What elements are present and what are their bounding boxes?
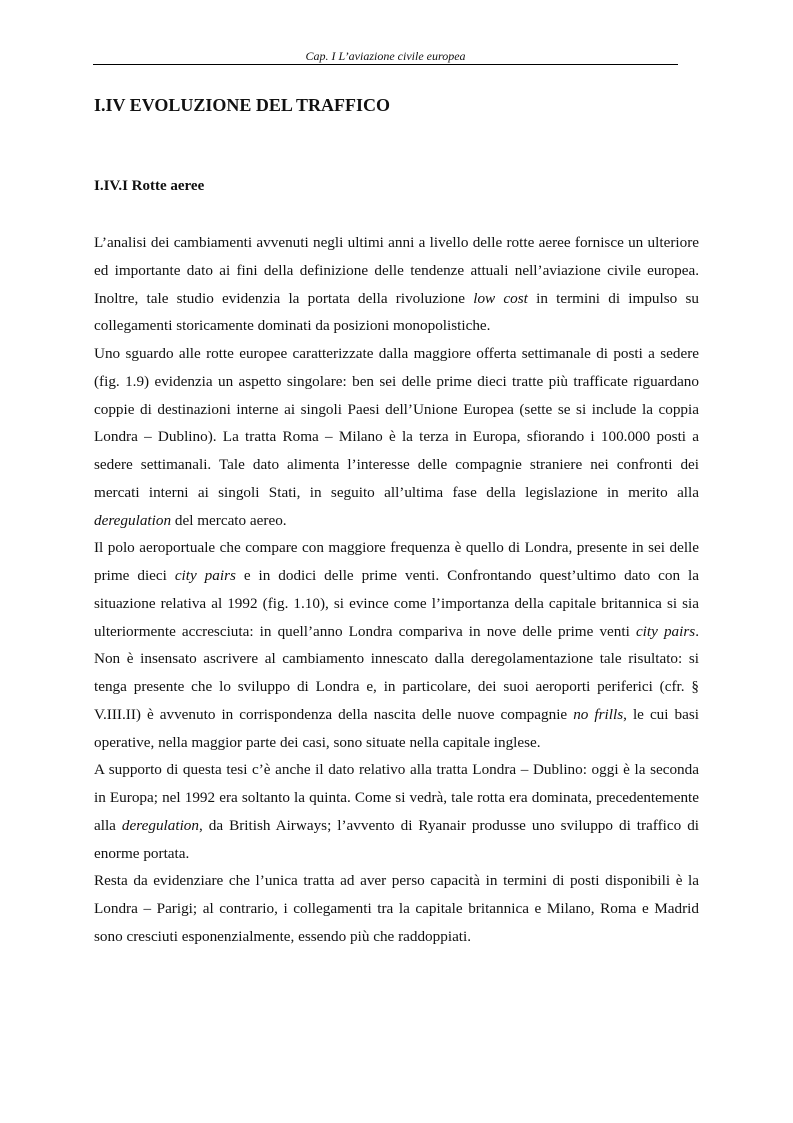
italic-term: low cost xyxy=(473,289,528,307)
paragraph-text: A supporto di questa tesi c’è anche il dato relativo alla tratta Londra – Dublino: oggi è la seconda in Europa; nel 1992 era soltanto la quinta. Come si vedrà, tale rotta era dominata, precedentemente alla xyxy=(94,761,699,834)
paragraph-1 xyxy=(94,229,699,340)
paragraph-text: in termini di impulso su collegamenti storicamente dominati da posizioni monopolistiche. xyxy=(94,289,699,335)
paragraph-text: Resta da evidenziare che l’unica tratta ad aver perso capacità in termini di posti disponibili è la Londra – Parigi; al contrario, i collegamenti tra la capitale britannica e Milano, Roma e Madrid sono cresciuti esponenzialmente, essendo più che raddoppiati. xyxy=(94,872,699,945)
paragraph-text: del mercato aereo. xyxy=(171,511,287,529)
header-rule xyxy=(93,64,678,65)
paragraph-5 xyxy=(94,867,699,950)
paragraph-2 xyxy=(94,340,699,534)
chapter-heading: I.IV EVOLUZIONE DEL TRAFFICO xyxy=(94,95,391,115)
paragraph-text: Uno sguardo alle rotte europee caratterizzate dalla maggiore offerta settimanale di posti a sedere (fig. 1.9) evidenzia un aspetto singolare: ben sei delle prime dieci tratte più trafficate riguardano coppie di destinazioni interne ai singoli Paesi dell’Unione Europea (sette se si include la coppia Londra – Dublino). La tratta Roma – Milano è la terza in Europa, sfiorando i 100.000 posti a sedere settimanali. Tale dato alimenta l’interesse delle compagnie straniere nei confronti dei mercati interni ai singoli Stati, in seguito all’ultima fase della legislazione in merito alla xyxy=(94,345,699,501)
section-heading: I.IV.I Rotte aeree xyxy=(94,178,205,194)
italic-term: city pairs xyxy=(635,622,696,640)
italic-term: city pairs xyxy=(174,567,236,584)
italic-term: deregulation xyxy=(94,511,172,529)
body-text xyxy=(94,229,699,951)
italic-term: deregulation xyxy=(121,816,199,834)
paragraph-text: e in dodici delle prime venti. Confrontando quest’ultimo dato con la situazione relativa al 1992 (fig. 1.10), si evince come l’importanza della capitale britannica si sia ulteriormente accresciuta: in quell’anno Londra compariva in nove delle prime venti xyxy=(94,567,699,640)
paragraph-text: . Non è insensato ascrivere al cambiamento innescato dalla deregolamentazione tale risultato: si tenga presente che lo sviluppo di Londra e, in particolare, dei suoi aeroporti periferici (cfr. § V.III.II) è avvenuto in corrispondenza della nascita delle nuove compagnie xyxy=(94,622,699,723)
paragraph-3 xyxy=(94,534,699,756)
paragraph-text: , da British Airways; l’avvento di Ryanair produsse uno sviluppo di traffico di enorme portata. xyxy=(94,816,700,862)
paragraph-4 xyxy=(94,756,699,867)
italic-term: no frills xyxy=(573,705,624,723)
paragraph-text: Il polo aeroportuale che compare con maggiore frequenza è quello di Londra, presente in sei delle prime dieci xyxy=(94,539,699,584)
paragraph-text: L’analisi dei cambiamenti avvenuti negli ultimi anni a livello delle rotte aeree fornisce un ulteriore ed importante dato ai fini della definizione delle tendenze attuali nell’aviazione civile europea. Inoltre, tale studio evidenzia la portata della rivoluzione xyxy=(94,234,699,307)
running-header: Cap. I L’aviazione civile europea xyxy=(305,49,466,63)
paragraph-text: , le cui basi operative, nella maggior parte dei casi, sono situate nella capitale inglese. xyxy=(94,705,699,751)
